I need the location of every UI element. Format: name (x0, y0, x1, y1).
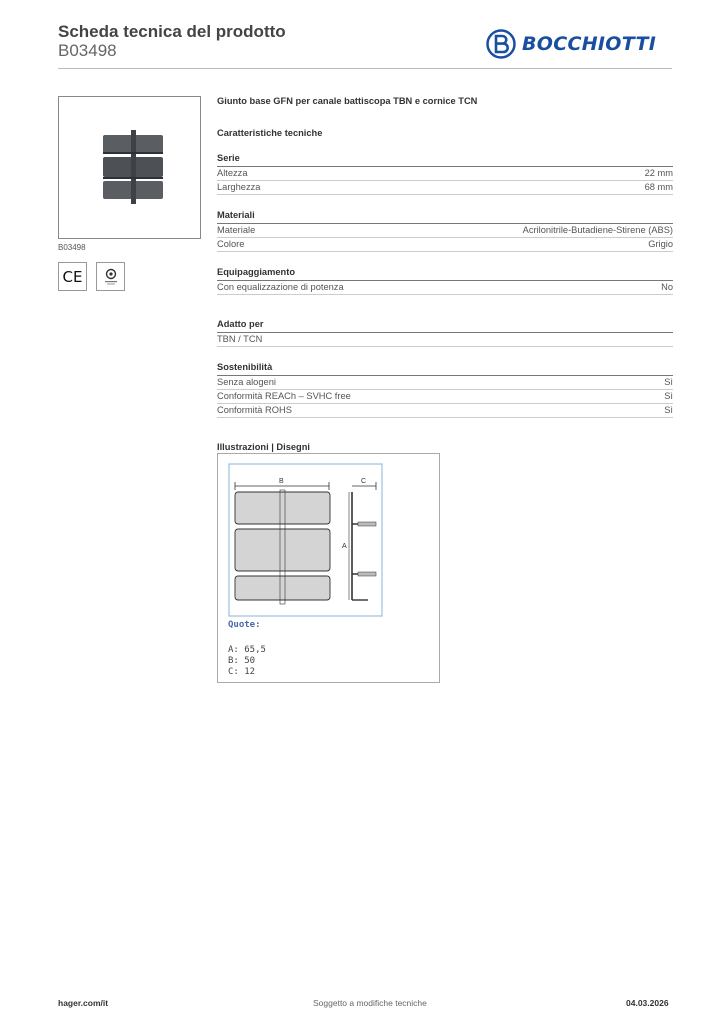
technical-drawing (217, 453, 440, 683)
spec-row: Con equalizzazione di potenza No (217, 281, 673, 295)
spec-group-title: Equipaggiamento (217, 267, 673, 281)
spec-row: Altezza 22 mm (217, 167, 673, 181)
spec-content (217, 96, 673, 452)
product-photo (58, 96, 201, 239)
ce-mark-icon: CE (58, 262, 87, 291)
spec-group-title: Materiali (217, 210, 673, 224)
logo-text: BOCCHIOTTI (522, 33, 657, 55)
quote-a: A: 65,5 (228, 645, 266, 655)
product-description: Giunto base GFN per canale battiscopa TBN e cornice TCN (217, 96, 478, 106)
footer-date: 04.03.2026 (626, 998, 669, 1008)
bocchiotti-b-icon (486, 29, 516, 59)
spec-row: TBN / TCN (217, 333, 673, 347)
dim-label-a: A (342, 543, 347, 550)
spec-row: Larghezza 68 mm (217, 181, 673, 195)
footer-website: hager.com/it (58, 998, 109, 1008)
spec-row: Colore Grigio (217, 238, 673, 252)
quote-label: Quote: (228, 620, 261, 630)
quote-b: B: 50 (228, 656, 256, 666)
footer-disclaimer: Soggetto a modifiche tecniche (313, 998, 427, 1008)
product-image-caption: B03498 (58, 243, 86, 252)
spec-row: Senza alogeni Sì (217, 376, 673, 390)
illustrations-heading: Illustrazioni | Disegni (217, 442, 311, 452)
spec-group-title: Serie (217, 153, 673, 167)
quote-c: C: 12 (228, 667, 256, 677)
dim-label-c: C (361, 478, 367, 485)
product-code: B03498 (58, 41, 117, 60)
imq-mark-icon (96, 262, 125, 291)
spec-group-title: Sostenibilità (217, 362, 673, 376)
specs-heading: Caratteristiche tecniche (217, 128, 323, 138)
brand-logo (486, 28, 656, 60)
dim-label-b: B (279, 478, 284, 485)
spec-row: Conformità REACh – SVHC free Sì (217, 390, 673, 404)
spec-group-title: Adatto per (217, 319, 673, 333)
header-divider (58, 68, 672, 69)
page-title: Scheda tecnica del prodotto (58, 22, 286, 41)
spec-row: Materiale Acrilonitrile-Butadiene-Stirene (ABS) (217, 224, 673, 238)
spec-row: Conformità ROHS Sì (217, 404, 673, 418)
